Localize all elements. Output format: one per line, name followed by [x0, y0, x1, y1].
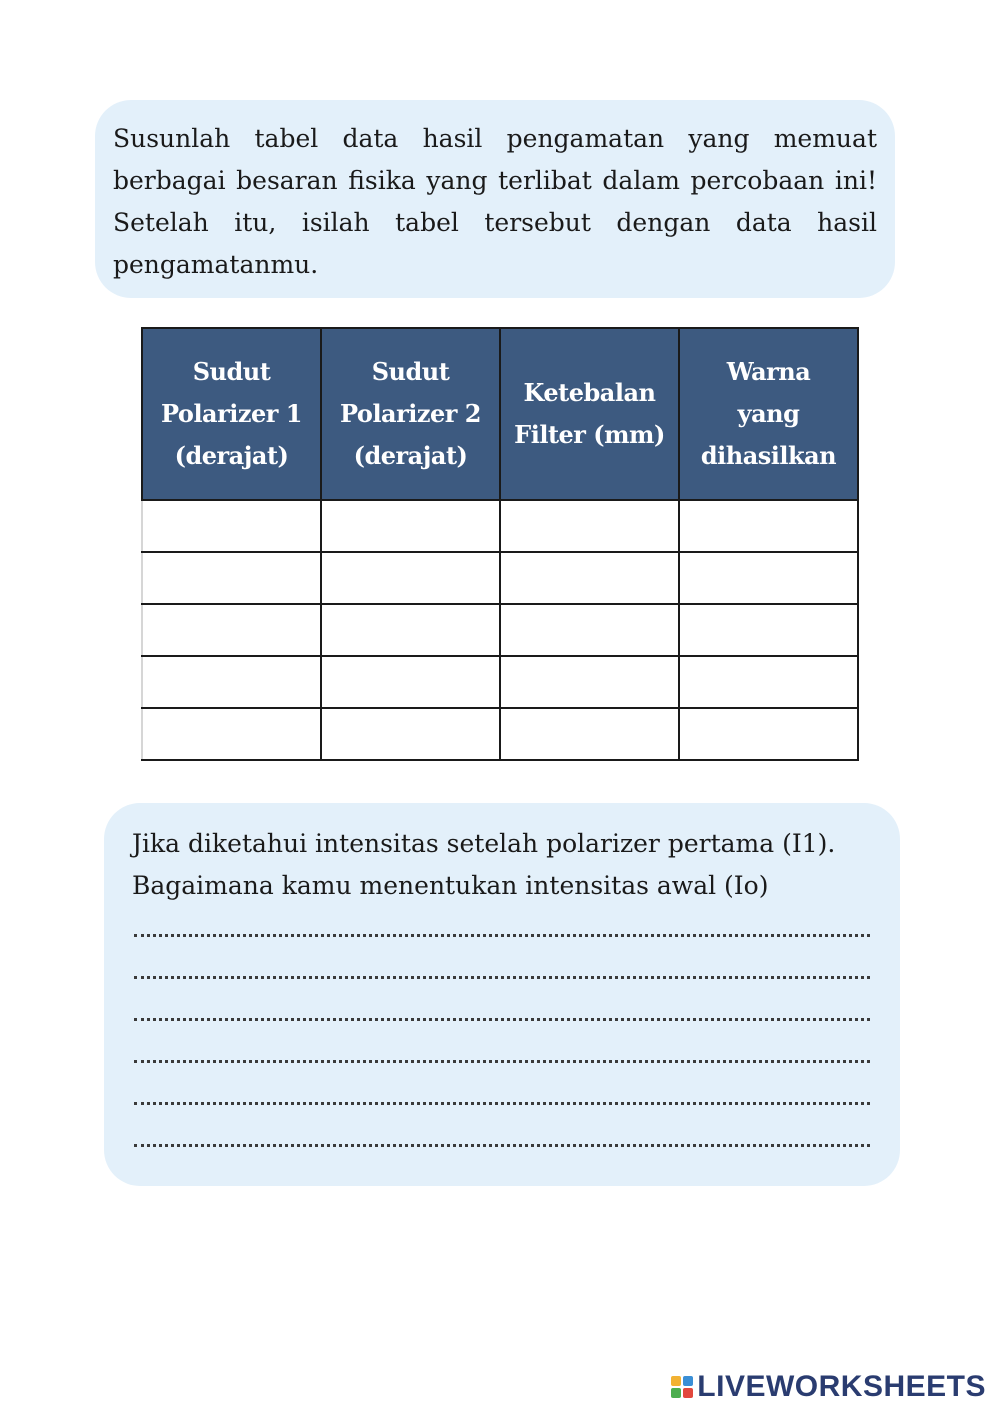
header-text-line: (derajat)	[353, 441, 468, 470]
question-line-1: Jika diketahui intensitas setelah polarizer pertama (I1).	[132, 829, 836, 858]
header-text-line: dihasilkan	[700, 441, 837, 470]
answer-line[interactable]	[132, 991, 872, 1033]
table-cell-input[interactable]	[321, 500, 500, 552]
answer-lines	[132, 907, 872, 1159]
table-cell-input[interactable]	[679, 500, 858, 552]
table-row	[142, 604, 858, 656]
header-warna-yang-dihasilkan	[679, 328, 858, 500]
logo-mark-square	[671, 1388, 681, 1398]
header-text-line: Ketebalan	[523, 378, 656, 407]
header-text-line: Polarizer 1	[161, 399, 302, 428]
header-text-line: (derajat)	[174, 441, 289, 470]
header-text-line: Polarizer 2	[340, 399, 481, 428]
table-row	[142, 552, 858, 604]
header-text-line: Sudut	[371, 357, 450, 386]
header-sudut-polarizer-2	[321, 328, 500, 500]
header-sudut-polarizer-1	[142, 328, 321, 500]
answer-line[interactable]	[132, 907, 872, 949]
header-text-line: Sudut	[192, 357, 271, 386]
table-cell-input[interactable]	[321, 708, 500, 760]
answer-line[interactable]	[132, 1075, 872, 1117]
instruction-text: Susunlah tabel data hasil pengamatan yang memuat berbagai besaran fisika yang terlibat dalam percobaan ini! Setelah itu, isilah tabel tersebut dengan data hasil pengamatanmu.	[113, 124, 877, 279]
table-cell-input[interactable]	[142, 656, 321, 708]
answer-line[interactable]	[132, 949, 872, 991]
logo-mark-square	[683, 1376, 693, 1386]
header-text-line: yang	[737, 399, 800, 428]
table-cell-input[interactable]	[500, 552, 679, 604]
table-cell-input[interactable]	[500, 500, 679, 552]
table-cell-input[interactable]	[679, 552, 858, 604]
table-cell-input[interactable]	[679, 656, 858, 708]
instruction-box	[95, 100, 895, 298]
question-box	[104, 803, 900, 1186]
observation-table	[141, 327, 859, 761]
liveworksheets-logo	[671, 1370, 986, 1404]
table-header-row	[142, 328, 858, 500]
header-ketebalan-filter	[500, 328, 679, 500]
table-cell-input[interactable]	[142, 708, 321, 760]
logo-text: LIVEWORKSHEETS	[697, 1370, 986, 1403]
logo-mark-square	[671, 1376, 681, 1386]
table-cell-input[interactable]	[142, 604, 321, 656]
question-line-2: Bagaimana kamu menentukan intensitas awal (Io)	[132, 871, 769, 900]
table-cell-input[interactable]	[142, 552, 321, 604]
table-row	[142, 708, 858, 760]
question-text	[132, 823, 872, 907]
table-cell-input[interactable]	[142, 500, 321, 552]
header-text-line: Filter (mm)	[514, 420, 665, 449]
header-text-line: Warna	[726, 357, 811, 386]
answer-line[interactable]	[132, 1117, 872, 1159]
logo-mark-icon	[671, 1376, 693, 1398]
table-row	[142, 500, 858, 552]
table-cell-input[interactable]	[321, 656, 500, 708]
table-cell-input[interactable]	[500, 604, 679, 656]
table-cell-input[interactable]	[500, 656, 679, 708]
table-row	[142, 656, 858, 708]
table-cell-input[interactable]	[679, 604, 858, 656]
table-cell-input[interactable]	[321, 552, 500, 604]
answer-line[interactable]	[132, 1033, 872, 1075]
table-cell-input[interactable]	[679, 708, 858, 760]
table-cell-input[interactable]	[500, 708, 679, 760]
table-cell-input[interactable]	[321, 604, 500, 656]
logo-mark-square	[683, 1388, 693, 1398]
